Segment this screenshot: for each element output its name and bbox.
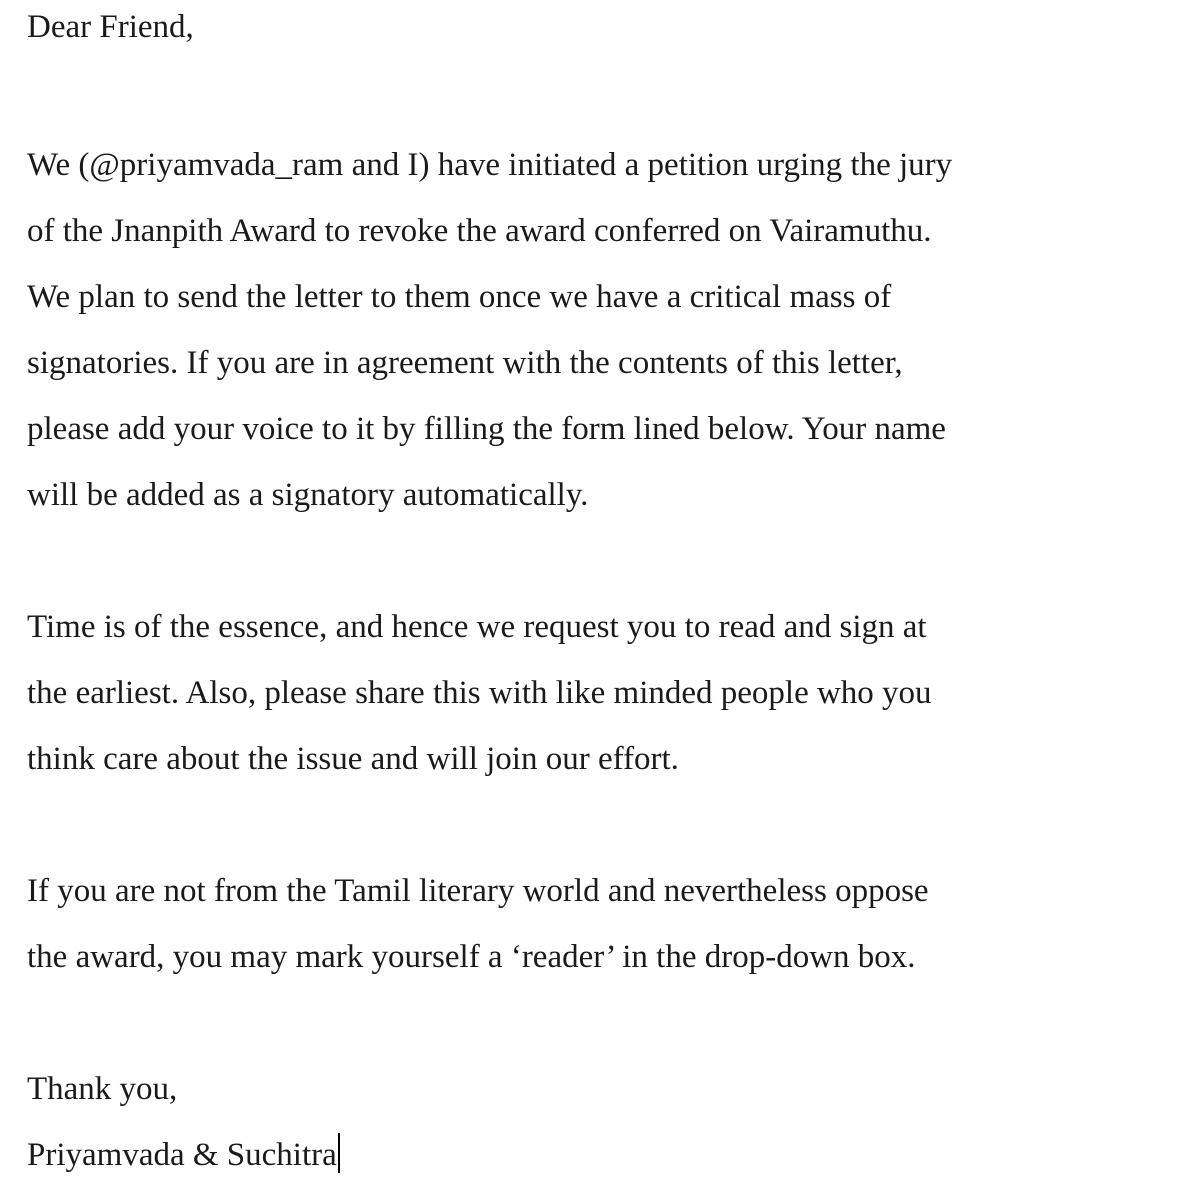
paragraph-line: of the Jnanpith Award to revoke the award conferred on Vairamuthu. [27, 213, 932, 249]
salutation: Dear Friend, [27, 9, 194, 45]
paragraph-line: We (@priyamvada_ram and I) have initiated a petition urging the jury [27, 147, 953, 183]
signature-line [27, 1122, 1177, 1188]
paragraph-urgency [27, 594, 1177, 792]
paragraph-line: Time is of the essence, and hence we request you to read and sign at [27, 609, 927, 645]
paragraph-line: please add your voice to it by filling the form lined below. Your name [27, 411, 946, 447]
letter-document[interactable] [27, 0, 1177, 1188]
paragraph-line: the earliest. Also, please share this with like minded people who you [27, 675, 932, 711]
paragraph-line: signatories. If you are in agreement with the contents of this letter, [27, 345, 903, 381]
paragraph-reader-note [27, 858, 1177, 990]
text-cursor [338, 1133, 340, 1173]
paragraph-line: the award, you may mark yourself a ‘reader’ in the drop-down box. [27, 939, 916, 975]
paragraph-line: think care about the issue and will join our effort. [27, 741, 679, 777]
paragraph-line: will be added as a signatory automatically. [27, 477, 589, 513]
paragraph-petition [27, 132, 1177, 528]
paragraph-line: If you are not from the Tamil literary world and nevertheless oppose [27, 873, 929, 909]
signature: Priyamvada & Suchitra [27, 1137, 337, 1173]
closing: Thank you, [27, 1071, 178, 1107]
paragraph-line: We plan to send the letter to them once we have a critical mass of [27, 279, 892, 315]
